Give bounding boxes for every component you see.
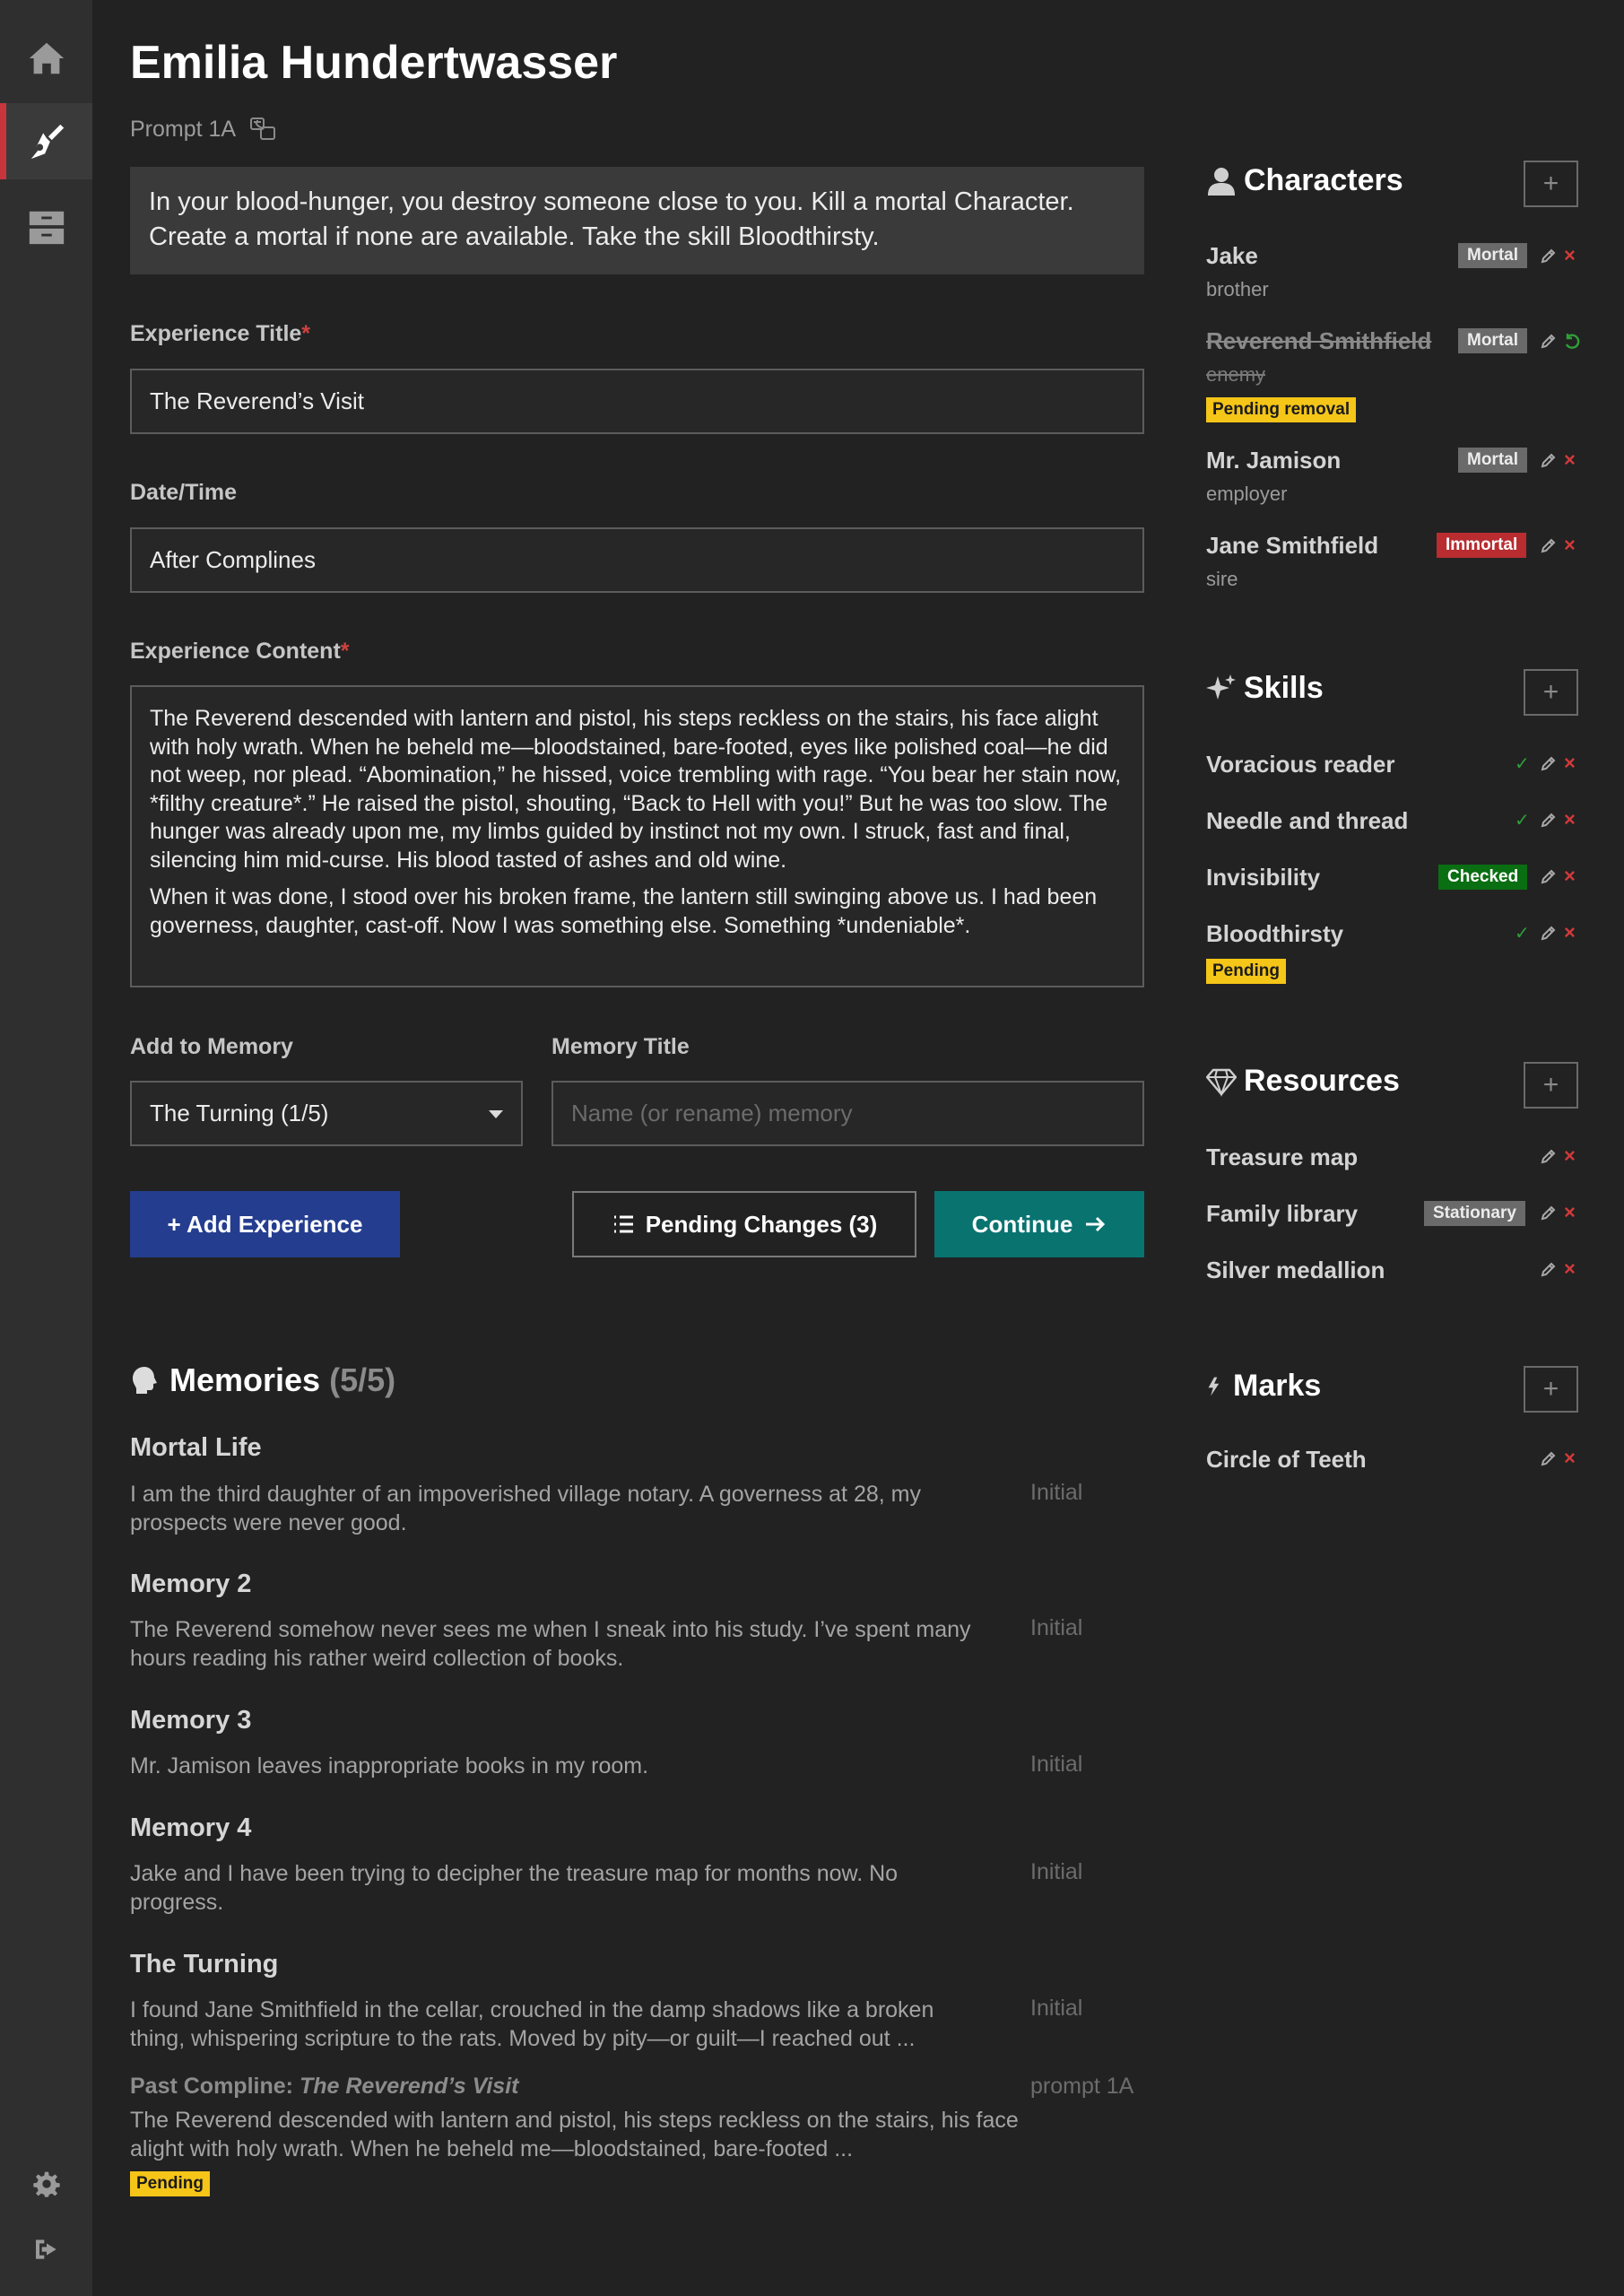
skills-heading: Skills: [1206, 671, 1324, 706]
list-icon: [612, 1213, 635, 1236]
datetime-input[interactable]: After Complines: [130, 527, 1144, 593]
edit-icon[interactable]: [1541, 868, 1557, 884]
nav-write-button[interactable]: [0, 103, 92, 179]
remove-icon[interactable]: ×: [1564, 1257, 1576, 1280]
gear-icon: [32, 2170, 61, 2198]
sidebar: [0, 0, 92, 2296]
edit-icon[interactable]: [1541, 1450, 1557, 1466]
remove-icon[interactable]: ×: [1564, 808, 1576, 831]
remove-icon[interactable]: ×: [1564, 865, 1576, 887]
sign-out-icon: [32, 2235, 61, 2264]
memory-title: The Turning: [130, 1950, 279, 1979]
checked-badge: Checked: [1438, 865, 1527, 890]
experience-content-textarea[interactable]: [130, 685, 1144, 987]
memory-text: I am the third daughter of an impoverished village notary. A governess at 28, my prospects were never good.: [130, 1482, 921, 1535]
prompt-text: In your blood-hunger, you destroy someone close to you. Kill a mortal Character. Create a mortal if none are available. Take the skill Bloodthirsty.: [130, 167, 1144, 274]
skill-name: Needle and thread: [1206, 807, 1409, 834]
memory-text: I found Jane Smithfield in the cellar, crouched in the damp shadows like a broken thing, whispering scripture to the rats. Moved by pity—or guilt—I reached out ...: [130, 1997, 934, 2051]
mortal-badge: Mortal: [1458, 448, 1527, 473]
character-name: Jane Smithfield: [1206, 532, 1379, 559]
experience-title-label: Experience Title*: [130, 321, 311, 346]
edit-icon[interactable]: [1541, 1205, 1557, 1221]
content-paragraph: When it was done, I stood over his broken frame, the lantern still swinging above us. I had been governess, daughter, cast-off. Now I was something else. Something *undeniable*.: [150, 884, 1098, 938]
page-title: Emilia Hundertwasser: [130, 37, 618, 89]
edit-icon[interactable]: [1541, 755, 1557, 771]
resource-name: Silver medallion: [1206, 1257, 1385, 1283]
memories-heading: [130, 1361, 395, 1399]
pending-removal-badge: Pending removal: [1206, 397, 1356, 422]
character-name: Mr. Jamison: [1206, 447, 1342, 474]
stationary-badge: Stationary: [1424, 1201, 1525, 1226]
pending-changes-label: Pending Changes (3): [645, 1210, 878, 1238]
memory-tag: Initial: [1030, 1859, 1083, 1884]
datetime-label: Date/Time: [130, 480, 238, 505]
remove-icon[interactable]: ×: [1564, 752, 1576, 774]
home-icon: [26, 38, 67, 79]
pen-nib-icon: [26, 121, 67, 162]
remove-icon[interactable]: ×: [1564, 1144, 1576, 1167]
memories-count: (5/5): [329, 1361, 396, 1398]
experience-content-label: Experience Content*: [130, 639, 350, 664]
edit-icon[interactable]: [1541, 925, 1557, 941]
user-icon: [1206, 166, 1237, 196]
resource-name: Treasure map: [1206, 1144, 1359, 1170]
head-profile-icon: [130, 1365, 161, 1396]
undo-icon[interactable]: [1563, 332, 1581, 350]
caret-down-icon: [489, 1110, 503, 1118]
prompt-label-row: [130, 115, 277, 144]
character-relation: employer: [1206, 483, 1288, 505]
add-resource-button[interactable]: +: [1524, 1062, 1578, 1109]
remove-icon[interactable]: ×: [1564, 448, 1576, 471]
mark-name: Circle of Teeth: [1206, 1446, 1367, 1473]
check-icon[interactable]: ✓: [1515, 754, 1530, 774]
continue-label: Continue: [971, 1210, 1073, 1238]
nav-home-button[interactable]: [0, 20, 92, 96]
pending-badge: Pending: [1206, 959, 1286, 984]
past-experience-text: The Reverend descended with lantern and pistol, his steps reckless on the stairs, his face alight with holy wrath. When he beheld me—bloodstained, bare-footed ...: [130, 2108, 1019, 2161]
remove-icon[interactable]: ×: [1564, 921, 1576, 944]
character-relation: sire: [1206, 568, 1238, 590]
check-icon[interactable]: ✓: [1515, 924, 1530, 944]
remove-icon[interactable]: ×: [1564, 1447, 1576, 1469]
marks-heading: Marks: [1206, 1369, 1321, 1404]
character-name: Reverend Smithfield: [1206, 327, 1432, 354]
memory-text: Mr. Jamison leaves inappropriate books in my room.: [130, 1753, 649, 1779]
character-relation: brother: [1206, 278, 1269, 300]
content-paragraph: The Reverend descended with lantern and pistol, his steps reckless on the stairs, his face alight with holy wrath. When he beheld me—bloodstained, bare-footed, eyes like polished coal—he did not weep, nor plead. “Abomination,” he hissed, voice trembling with rage. “You bear her stain now, *filthy creature*.” He raised the pistol, shouting, “Back to Hell with you!” But he was too slow. The hunger was already upon me, my limbs guided by instinct not my own. I struck, fast and final, silencing him mid-curse. His blood tasted of ashes and old wine.: [150, 706, 1122, 873]
sparkles-icon: [1206, 674, 1237, 704]
memories-title: Memories: [169, 1361, 321, 1398]
resources-heading: Resources: [1206, 1064, 1400, 1099]
mortal-badge: Mortal: [1458, 243, 1527, 268]
add-character-button[interactable]: +: [1524, 161, 1578, 207]
remove-icon[interactable]: ×: [1564, 534, 1576, 556]
skill-name: Voracious reader: [1206, 751, 1395, 778]
memory-select-value: The Turning (1/5): [150, 1100, 329, 1126]
add-mark-button[interactable]: +: [1524, 1366, 1578, 1413]
remove-icon[interactable]: ×: [1564, 1201, 1576, 1223]
archive-icon: [26, 206, 67, 248]
immortal-badge: Immortal: [1437, 533, 1526, 558]
memory-text: The Reverend somehow never sees me when I sneak into his study. I’ve spent many hours reading his rather weird collection of books.: [130, 1617, 971, 1671]
past-experience-tag: prompt 1A: [1030, 2074, 1134, 2099]
pending-changes-button[interactable]: [572, 1191, 916, 1257]
memory-text: Jake and I have been trying to decipher the treasure map for months now. No progress.: [130, 1861, 899, 1915]
memory-tag: Initial: [1030, 1996, 1083, 2021]
memory-tag: Initial: [1030, 1752, 1083, 1777]
character-relation: enemy: [1206, 363, 1266, 386]
pending-badge: Pending: [130, 2171, 210, 2196]
memory-title: Memory 4: [130, 1813, 252, 1842]
gem-icon: [1206, 1066, 1237, 1097]
memory-title: Memory 2: [130, 1570, 252, 1598]
edit-icon[interactable]: [1541, 452, 1557, 468]
memory-tag: Initial: [1030, 1480, 1083, 1505]
check-icon[interactable]: ✓: [1515, 811, 1530, 831]
prompt-label: Prompt 1A: [130, 116, 237, 142]
memory-title-label: Memory Title: [551, 1034, 690, 1059]
mortal-badge: Mortal: [1458, 328, 1527, 353]
edit-icon[interactable]: [1541, 537, 1557, 553]
memory-title-input[interactable]: Name (or rename) memory: [551, 1081, 1144, 1146]
edit-icon[interactable]: [1541, 333, 1557, 349]
add-skill-button[interactable]: +: [1524, 669, 1578, 716]
translate-icon[interactable]: [248, 115, 277, 144]
continue-button[interactable]: [934, 1191, 1144, 1257]
bolt-icon: [1206, 1371, 1226, 1402]
characters-heading: Characters: [1206, 163, 1403, 198]
nav-archive-button[interactable]: [0, 188, 92, 265]
memory-title: Mortal Life: [130, 1433, 262, 1462]
skill-name: Invisibility: [1206, 864, 1321, 891]
past-experience-title: Past Compline: The Reverend’s Visit: [130, 2074, 519, 2099]
edit-icon[interactable]: [1541, 1261, 1557, 1277]
skill-name: Bloodthirsty: [1206, 920, 1344, 947]
memory-tag: Initial: [1030, 1615, 1083, 1640]
resource-name: Family library: [1206, 1200, 1359, 1227]
edit-icon[interactable]: [1541, 248, 1557, 264]
experience-title-input[interactable]: The Reverend’s Visit: [130, 369, 1144, 434]
memory-select[interactable]: [130, 1081, 523, 1146]
edit-icon[interactable]: [1541, 812, 1557, 828]
add-to-memory-label: Add to Memory: [130, 1034, 293, 1059]
add-experience-button[interactable]: + Add Experience: [130, 1191, 400, 1257]
memory-title: Memory 3: [130, 1706, 252, 1735]
edit-icon[interactable]: [1541, 1148, 1557, 1164]
arrow-right-icon: [1083, 1213, 1107, 1236]
character-name: Jake: [1206, 242, 1258, 269]
nav-logout-button[interactable]: [0, 2211, 92, 2287]
remove-icon[interactable]: ×: [1564, 244, 1576, 266]
